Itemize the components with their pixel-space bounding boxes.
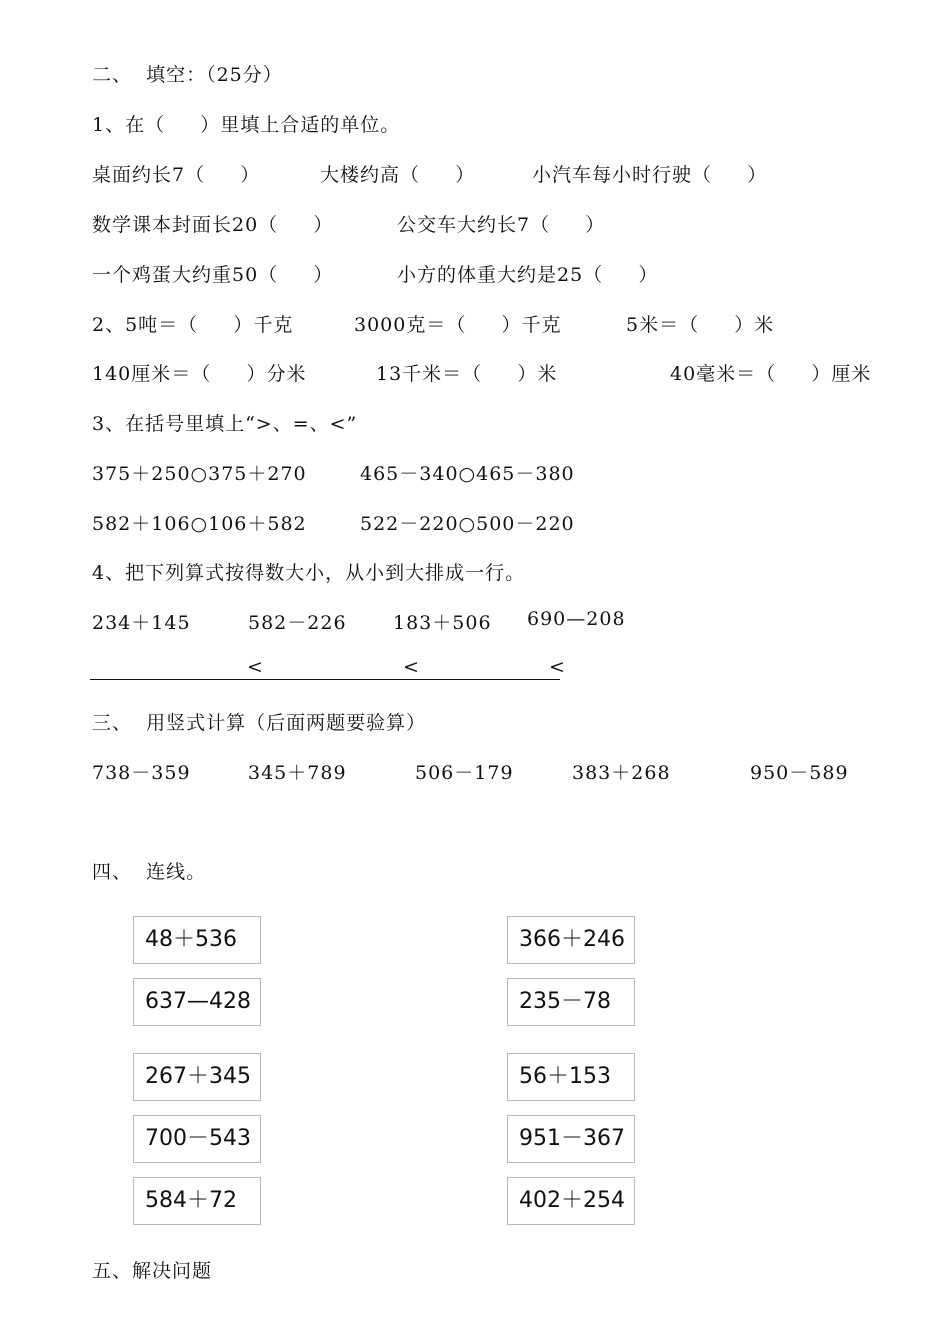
q2-millimeters: 40毫米＝（ ）厘米	[670, 363, 872, 385]
q2-meters: 5米＝（ ）米	[626, 314, 775, 336]
q3-title: 3、在括号里填上“>、=、<”	[92, 413, 358, 435]
q4-expr-3: 183＋506	[393, 612, 492, 634]
match-left-5: 584＋72	[133, 1177, 261, 1225]
match-left-2: 637—428	[133, 978, 261, 1026]
match-right-5: 402＋254	[507, 1177, 635, 1225]
q3-compare-2: 465－340○465－380	[360, 463, 575, 485]
q4-expr-1: 234＋145	[92, 612, 191, 634]
q1-desk-length: 桌面约长7（ ）	[92, 164, 261, 186]
calc-expr-4: 383＋268	[572, 762, 671, 784]
q4-expr-4: 690—208	[527, 608, 626, 630]
section-3-title: 三、 用竖式计算（后面两题要验算）	[92, 712, 427, 734]
match-right-1: 366＋246	[507, 916, 635, 964]
section-5-title: 五、解决问题	[92, 1260, 213, 1282]
q4-less-than-3: <	[549, 656, 565, 678]
q2-tons: 2、5吨＝（ ）千克	[92, 314, 294, 336]
q4-answer-line	[90, 679, 560, 680]
q1-car-speed: 小汽车每小时行驶（ ）	[532, 164, 768, 186]
match-right-3: 56＋153	[507, 1053, 635, 1101]
calc-expr-2: 345＋789	[248, 762, 347, 784]
q2-grams: 3000克＝（ ）千克	[354, 314, 562, 336]
calc-expr-5: 950－589	[750, 762, 849, 784]
q3-compare-3: 582＋106○106＋582	[92, 513, 307, 535]
q1-xiaofang-weight: 小方的体重大约是25（ ）	[397, 264, 659, 286]
q4-less-than-2: <	[403, 656, 419, 678]
q4-expr-2: 582－226	[248, 612, 347, 634]
q1-title: 1、在（ ）里填上合适的单位。	[92, 114, 401, 136]
q3-compare-4: 522－220○500－220	[360, 513, 575, 535]
match-right-4: 951－367	[507, 1115, 635, 1163]
q2-centimeters: 140厘米＝（ ）分米	[92, 363, 307, 385]
q1-egg-weight: 一个鸡蛋大约重50（ ）	[92, 264, 334, 286]
q4-title: 4、把下列算式按得数大小，从小到大排成一行。	[92, 562, 526, 584]
section-4-title: 四、 连线。	[92, 861, 207, 883]
calc-expr-1: 738－359	[92, 762, 191, 784]
q1-bus-length: 公交车大约长7（ ）	[397, 214, 606, 236]
match-left-3: 267＋345	[133, 1053, 261, 1101]
q2-kilometers: 13千米＝（ ）米	[376, 363, 558, 385]
section-2-title: 二、 填空：（25分）	[92, 64, 283, 86]
q1-book-cover: 数学课本封面长20（ ）	[92, 214, 334, 236]
match-right-2: 235－78	[507, 978, 635, 1026]
match-left-4: 700－543	[133, 1115, 261, 1163]
q3-compare-1: 375＋250○375＋270	[92, 463, 307, 485]
match-left-1: 48＋536	[133, 916, 261, 964]
q1-building-height: 大楼约高（ ）	[320, 164, 476, 186]
q4-less-than-1: <	[247, 656, 263, 678]
calc-expr-3: 506－179	[415, 762, 514, 784]
